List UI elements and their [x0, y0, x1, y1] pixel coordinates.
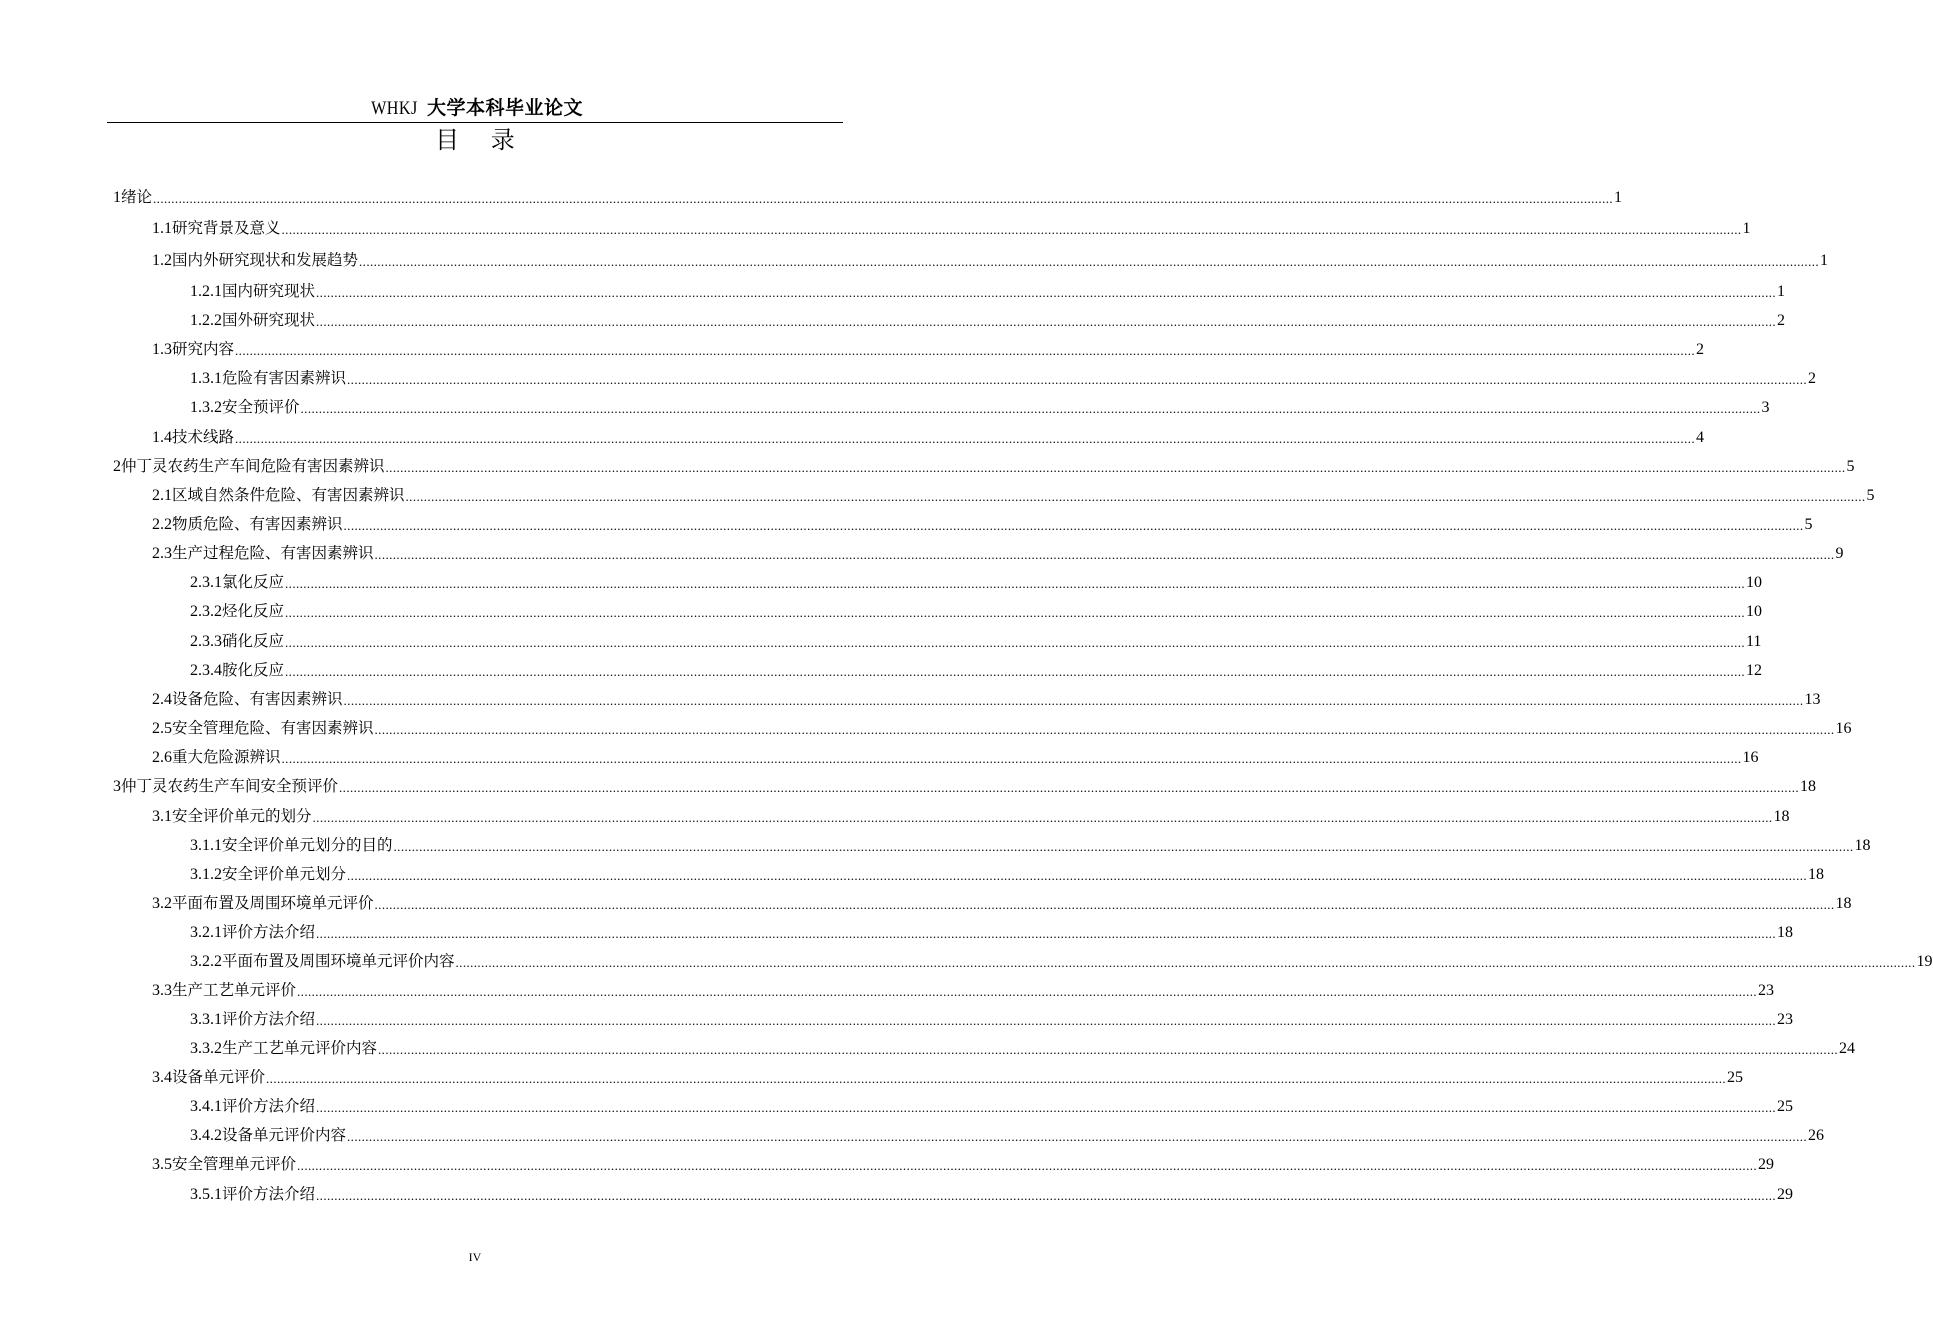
toc-entry-number: 1.2 — [152, 252, 172, 269]
toc-dot-leader: ................................................................................................................................................................................................................................................................................................................................................................................................................ — [285, 664, 1746, 679]
toc-entry-page: 5 — [1866, 487, 1875, 504]
toc-entry-title: 安全评价单元的划分 — [172, 807, 312, 825]
toc-dot-leader: ................................................................................................................................................................................................................................................................................................................................................................................................................ — [347, 868, 1808, 883]
toc-dot-leader: ................................................................................................................................................................................................................................................................................................................................................................................................................ — [300, 401, 1761, 416]
toc-entry-title: 物质危险、有害因素辨识 — [172, 515, 343, 533]
toc-entry-number: 3.1.1 — [190, 837, 222, 854]
toc-entry-page: 2 — [1808, 370, 1817, 387]
toc-entry-number: 3.2 — [152, 895, 172, 912]
toc-dot-leader: ................................................................................................................................................................................................................................................................................................................................................................................................................ — [266, 1071, 1727, 1086]
toc-entry-page: 18 — [1800, 778, 1817, 795]
toc-dot-leader: ................................................................................................................................................................................................................................................................................................................................................................................................................ — [374, 722, 1835, 737]
toc-dot-leader: ................................................................................................................................................................................................................................................................................................................................................................................................................ — [359, 254, 1820, 269]
toc-entry-page: 1 — [1820, 252, 1829, 269]
toc-entry[interactable] — [190, 366, 1817, 390]
toc-dot-leader: ................................................................................................................................................................................................................................................................................................................................................................................................................ — [316, 1100, 1777, 1115]
toc-entry-number: 3.4.1 — [190, 1098, 222, 1115]
toc-entry-title: 胺化反应 — [222, 661, 285, 679]
toc-entry[interactable] — [190, 629, 1762, 653]
toc-entry-title: 安全评价单元划分的目的 — [222, 836, 393, 854]
toc-entry-number: 1.3 — [152, 341, 172, 358]
toc-entry-page: 23 — [1777, 1011, 1794, 1028]
toc-entry-number: 3 — [113, 778, 121, 795]
toc-dot-leader: ................................................................................................................................................................................................................................................................................................................................................................................................................ — [285, 635, 1746, 650]
toc-dot-leader: ................................................................................................................................................................................................................................................................................................................................................................................................................ — [347, 1129, 1808, 1144]
toc-entry-title: 国内研究现状 — [222, 282, 316, 300]
toc-entry-title: 安全评价单元划分 — [222, 865, 347, 883]
toc-dot-leader: ................................................................................................................................................................................................................................................................................................................................................................................................................ — [378, 1042, 1839, 1057]
header-title-text: 大学本科毕业论文 — [427, 97, 584, 119]
toc-entry-page: 25 — [1727, 1069, 1744, 1086]
toc-entry-title: 研究背景及意义 — [172, 219, 281, 237]
toc-entry-title: 安全预评价 — [222, 398, 300, 416]
toc-entry-number: 2.6 — [152, 749, 172, 766]
toc-entry-title: 安全管理单元评价 — [172, 1155, 297, 1173]
toc-entry-title: 设备单元评价 — [172, 1068, 266, 1086]
toc-dot-leader: ................................................................................................................................................................................................................................................................................................................................................................................................................ — [285, 605, 1746, 620]
toc-entry[interactable] — [113, 185, 1623, 209]
toc-dot-leader: ................................................................................................................................................................................................................................................................................................................................................................................................................ — [316, 1013, 1777, 1028]
toc-dot-leader: ................................................................................................................................................................................................................................................................................................................................................................................................................ — [405, 489, 1866, 504]
toc-entry-page: 29 — [1777, 1186, 1794, 1203]
toc-entry-page: 5 — [1846, 458, 1855, 475]
toc-entry[interactable] — [190, 658, 1763, 682]
toc-entry-number: 3.2.2 — [190, 953, 222, 970]
toc-entry-title: 仲丁灵农药生产车间危险有害因素辨识 — [121, 457, 385, 475]
toc-entry[interactable] — [190, 570, 1763, 594]
toc-entry[interactable] — [190, 1007, 1794, 1031]
toc-dot-leader: ................................................................................................................................................................................................................................................................................................................................................................................................................ — [374, 547, 1835, 562]
toc-entry-page: 2 — [1696, 341, 1705, 358]
toc-entry-title: 评价方法介绍 — [222, 1010, 316, 1028]
toc-entry-title: 研究内容 — [172, 340, 235, 358]
toc-entry-page: 10 — [1746, 574, 1763, 591]
header-rule — [107, 122, 843, 123]
toc-entry-number: 1.2.1 — [190, 283, 222, 300]
toc-entry[interactable] — [190, 920, 1794, 944]
toc-entry-title: 硝化反应 — [222, 632, 285, 650]
toc-entry[interactable] — [152, 745, 1759, 769]
toc-entry-page: 19 — [1916, 953, 1933, 970]
toc-entry-number: 2.3.4 — [190, 662, 222, 679]
toc-entry[interactable] — [152, 425, 1705, 449]
toc-entry-title: 平面布置及周围环境单元评价内容 — [222, 952, 455, 970]
toc-entry[interactable] — [190, 862, 1825, 886]
toc-entry-page: 18 — [1808, 866, 1825, 883]
toc-entry-title: 生产工艺单元评价 — [172, 981, 297, 999]
toc-dot-leader: ................................................................................................................................................................................................................................................................................................................................................................................................................ — [281, 222, 1742, 237]
toc-entry-number: 2.1 — [152, 487, 172, 504]
toc-entry-page: 11 — [1746, 633, 1762, 650]
toc-entry-number: 2.4 — [152, 691, 172, 708]
toc-entry-page: 12 — [1746, 662, 1763, 679]
toc-dot-leader: ................................................................................................................................................................................................................................................................................................................................................................................................................ — [343, 518, 1804, 533]
toc-entry-number: 3.3.1 — [190, 1011, 222, 1028]
toc-entry-number: 2 — [113, 458, 121, 475]
toc-entry-page: 16 — [1742, 749, 1759, 766]
toc-entry-title: 评价方法介绍 — [222, 1097, 316, 1115]
page-number-footer: IV — [468, 1250, 482, 1264]
toc-entry[interactable] — [190, 395, 1770, 419]
toc-entry-number: 3.2.1 — [190, 924, 222, 941]
toc-entry[interactable] — [190, 1123, 1825, 1147]
toc-dot-leader: ................................................................................................................................................................................................................................................................................................................................................................................................................ — [385, 460, 1846, 475]
toc-entry-number: 2.3.1 — [190, 574, 222, 591]
toc-dot-leader: ................................................................................................................................................................................................................................................................................................................................................................................................................ — [316, 285, 1777, 300]
toc-entry[interactable] — [152, 1065, 1744, 1089]
toc-entry[interactable] — [113, 774, 1817, 798]
toc-entry-page: 29 — [1758, 1156, 1775, 1173]
toc-entry-number: 3.4.2 — [190, 1127, 222, 1144]
toc-dot-leader: ................................................................................................................................................................................................................................................................................................................................................................................................................ — [343, 693, 1804, 708]
toc-entry-number: 1.1 — [152, 220, 172, 237]
toc-entry-number: 2.3 — [152, 545, 172, 562]
toc-dot-leader: ................................................................................................................................................................................................................................................................................................................................................................................................................ — [316, 926, 1777, 941]
toc-entry-page: 5 — [1804, 516, 1813, 533]
toc-entry[interactable] — [190, 279, 1786, 303]
toc-entry-title: 仲丁灵农药生产车间安全预评价 — [121, 777, 339, 795]
toc-entry-number: 1 — [113, 189, 121, 206]
toc-entry-number: 2.3.3 — [190, 633, 222, 650]
toc-dot-leader: ................................................................................................................................................................................................................................................................................................................................................................................................................ — [347, 372, 1808, 387]
toc-entry[interactable] — [152, 804, 1790, 828]
toc-dot-leader: ................................................................................................................................................................................................................................................................................................................................................................................................................ — [316, 1188, 1777, 1203]
toc-entry[interactable] — [190, 599, 1763, 623]
toc-dot-leader: ................................................................................................................................................................................................................................................................................................................................................................................................................ — [235, 431, 1696, 446]
toc-dot-leader: ................................................................................................................................................................................................................................................................................................................................................................................................................ — [455, 955, 1916, 970]
toc-entry[interactable] — [152, 716, 1852, 740]
toc-entry-title: 评价方法介绍 — [222, 1185, 316, 1203]
running-header — [107, 94, 843, 123]
toc-entry[interactable] — [152, 687, 1821, 711]
toc-entry-page: 9 — [1835, 545, 1844, 562]
toc-entry-page: 2 — [1777, 312, 1786, 329]
toc-dot-leader: ................................................................................................................................................................................................................................................................................................................................................................................................................ — [297, 1158, 1758, 1173]
toc-entry-page: 18 — [1835, 895, 1852, 912]
toc-entry-page: 16 — [1835, 720, 1852, 737]
toc-entry-page: 18 — [1777, 924, 1794, 941]
toc-entry-title: 重大危险源辨识 — [172, 748, 281, 766]
toc-entry-title: 设备单元评价内容 — [222, 1126, 347, 1144]
toc-dot-leader: ................................................................................................................................................................................................................................................................................................................................................................................................................ — [312, 810, 1773, 825]
toc-entry-number: 3.5 — [152, 1156, 172, 1173]
toc-entry-page: 4 — [1696, 429, 1705, 446]
toc-entry-page: 18 — [1854, 837, 1871, 854]
toc-entry-number: 2.3.2 — [190, 603, 222, 620]
toc-entry-title: 设备危险、有害因素辨识 — [172, 690, 343, 708]
toc-entry[interactable] — [190, 1182, 1794, 1206]
toc-entry-title: 安全管理危险、有害因素辨识 — [172, 719, 374, 737]
toc-entry-title: 国外研究现状 — [222, 311, 316, 329]
toc-entry-page: 25 — [1777, 1098, 1794, 1115]
toc-entry-number: 3.3.2 — [190, 1040, 222, 1057]
toc-entry[interactable] — [152, 1152, 1775, 1176]
toc-dot-leader: ................................................................................................................................................................................................................................................................................................................................................................................................................ — [153, 191, 1614, 206]
toc-dot-leader: ................................................................................................................................................................................................................................................................................................................................................................................................................ — [316, 314, 1777, 329]
toc-entry[interactable] — [190, 833, 1871, 857]
toc-entry-page: 13 — [1804, 691, 1821, 708]
toc-entry-number: 3.4 — [152, 1069, 172, 1086]
toc-entry-number: 2.5 — [152, 720, 172, 737]
toc-dot-leader: ................................................................................................................................................................................................................................................................................................................................................................................................................ — [297, 984, 1758, 999]
toc-entry[interactable] — [152, 512, 1813, 536]
toc-entry-title: 危险有害因素辨识 — [222, 369, 347, 387]
toc-entry-page: 1 — [1742, 220, 1751, 237]
toc-entry-number: 2.2 — [152, 516, 172, 533]
toc-entry-number: 3.3 — [152, 982, 172, 999]
toc-dot-leader: ................................................................................................................................................................................................................................................................................................................................................................................................................ — [393, 839, 1854, 854]
toc-entry-title: 氯化反应 — [222, 573, 285, 591]
toc-entry[interactable] — [152, 216, 1751, 240]
toc-entry-page: 26 — [1808, 1127, 1825, 1144]
toc-entry-title: 国内外研究现状和发展趋势 — [172, 251, 359, 269]
toc-entry-page: 3 — [1761, 399, 1770, 416]
toc-entry-page: 18 — [1773, 808, 1790, 825]
toc-entry-number: 1.3.1 — [190, 370, 222, 387]
toc-entry-number: 3.1.2 — [190, 866, 222, 883]
toc-entry-title: 绪论 — [121, 188, 153, 206]
toc-heading: 目 录 — [435, 126, 527, 154]
toc-dot-leader: ................................................................................................................................................................................................................................................................................................................................................................................................................ — [374, 897, 1835, 912]
toc-entry[interactable] — [152, 541, 1844, 565]
toc-entry[interactable] — [190, 308, 1786, 332]
toc-dot-leader: ................................................................................................................................................................................................................................................................................................................................................................................................................ — [235, 343, 1696, 358]
toc-dot-leader: ................................................................................................................................................................................................................................................................................................................................................................................................................ — [339, 780, 1800, 795]
toc-entry-page: 1 — [1777, 283, 1786, 300]
toc-entry-page: 10 — [1746, 603, 1763, 620]
toc-entry-title: 区域自然条件危险、有害因素辨识 — [172, 486, 405, 504]
toc-entry-title: 烃化反应 — [222, 602, 285, 620]
toc-entry-title: 生产工艺单元评价内容 — [222, 1039, 378, 1057]
toc-entry-page: 1 — [1614, 189, 1623, 206]
toc-entry-title: 生产过程危险、有害因素辨识 — [172, 544, 374, 562]
toc-entry-title: 平面布置及周围环境单元评价 — [172, 894, 374, 912]
toc-entry[interactable] — [113, 454, 1855, 478]
toc-entry[interactable] — [152, 891, 1852, 915]
toc-entry-title: 技术线路 — [172, 428, 235, 446]
toc-entry-number: 3.5.1 — [190, 1186, 222, 1203]
toc-entry[interactable] — [190, 949, 1933, 973]
toc-dot-leader: ................................................................................................................................................................................................................................................................................................................................................................................................................ — [281, 751, 1742, 766]
toc-entry[interactable] — [152, 248, 1829, 272]
toc-entry-page: 24 — [1839, 1040, 1856, 1057]
toc-entry[interactable] — [152, 337, 1705, 361]
toc-entry[interactable] — [152, 978, 1775, 1002]
toc-entry[interactable] — [190, 1094, 1794, 1118]
toc-entry-number: 1.4 — [152, 429, 172, 446]
toc-dot-leader: ................................................................................................................................................................................................................................................................................................................................................................................................................ — [285, 576, 1746, 591]
toc-entry-number: 1.2.2 — [190, 312, 222, 329]
toc-entry-number: 3.1 — [152, 808, 172, 825]
toc-entry[interactable] — [190, 1036, 1856, 1060]
toc-entry-number: 1.3.2 — [190, 399, 222, 416]
toc-entry-page: 23 — [1758, 982, 1775, 999]
toc-entry[interactable] — [152, 483, 1875, 507]
header-latin-text: WHKJ — [371, 98, 418, 119]
toc-entry-title: 评价方法介绍 — [222, 923, 316, 941]
